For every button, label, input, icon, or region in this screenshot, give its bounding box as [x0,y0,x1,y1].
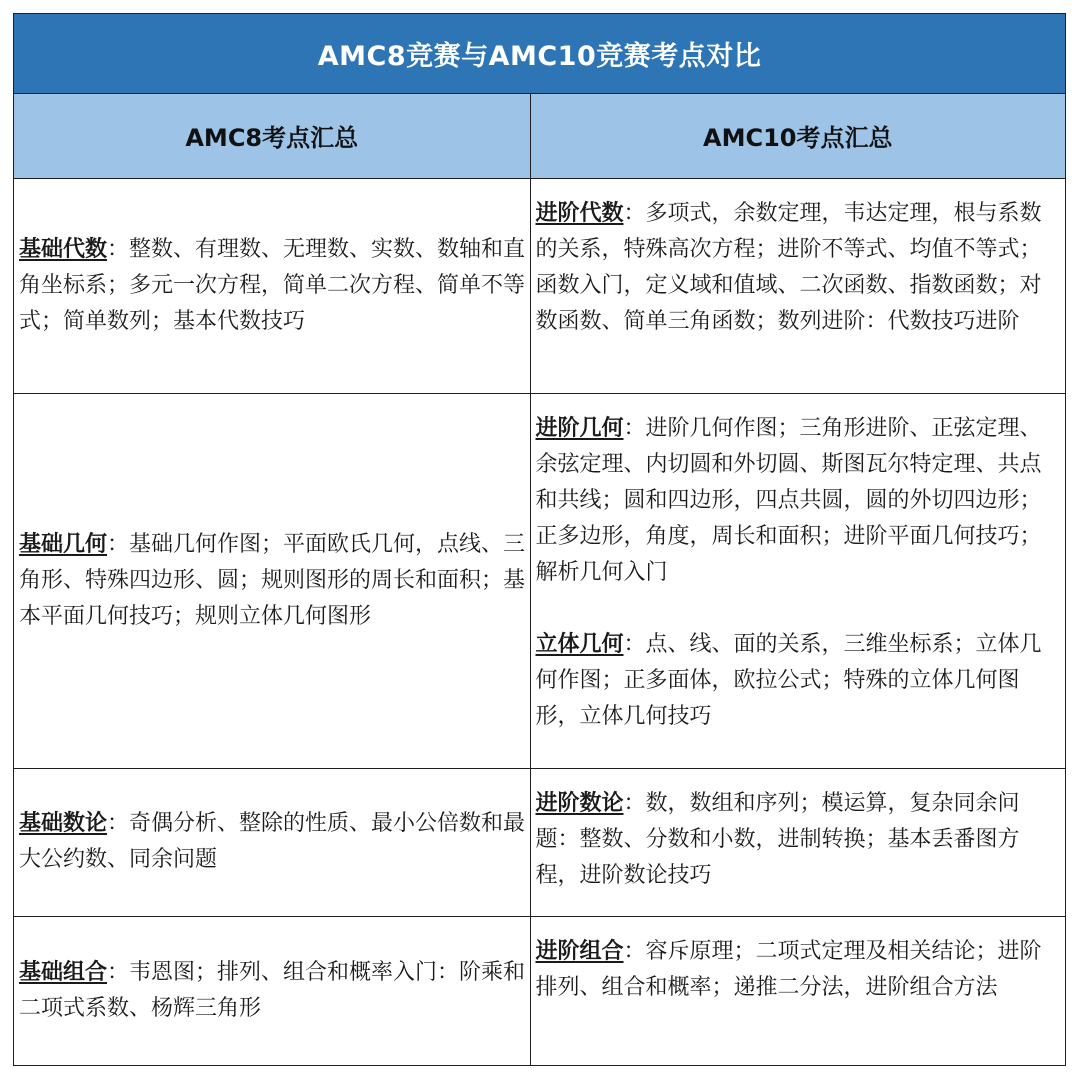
table-row-number-theory [14,768,1065,916]
table-row-algebra [14,178,1065,393]
topic-text: ：点、线、面的关系，三维坐标系；立体几何作图；正多面体，欧拉公式；特殊的立体几何图形，立体几何技巧 [535,631,1042,729]
topic-keyword: 基础数论 [19,811,108,836]
amc8-combinatorics-cell [14,916,530,1065]
comparison-sheet [13,13,1066,1066]
table-row-geometry [14,393,1065,768]
topic-paragraph [536,786,1062,894]
topic-paragraph [536,934,1062,1006]
header-row [14,94,1065,178]
table-row-combinatorics [14,916,1065,1065]
topic-paragraph [536,411,1062,591]
topic-text: ：多项式，余数定理，韦达定理，根与系数的关系，特殊高次方程；进阶不等式、均值不等式；函数入门，定义域和值域、二次函数、指数函数；对数函数、简单三角函数；数列进阶：代数技巧进阶 [535,200,1042,334]
topic-paragraph [536,627,1062,735]
topic-text: ：容斥原理；二项式定理及相关结论；进阶排列、组合和概率；递推二分法，进阶组合方法 [535,938,1042,1000]
topic-keyword: 基础代数 [19,236,108,262]
topic-keyword: 基础几何 [19,531,108,557]
topic-keyword: 进阶数论 [535,790,624,816]
topic-paragraph [19,955,526,1027]
amc10-combinatorics-cell [530,916,1065,1065]
topic-text: ：韦恩图；排列、组合和概率入门：阶乘和二项式系数、杨辉三角形 [19,959,526,1021]
amc10-number-theory-cell [530,768,1065,916]
header-amc10: AMC10考点汇总 [530,94,1065,178]
topic-paragraph [19,806,526,878]
topic-text: ：数，数组和序列；模运算，复杂同余问题：整数、分数和小数，进制转换；基本丢番图方程，进阶数论技巧 [535,790,1020,888]
amc10-algebra-cell [530,178,1065,393]
topic-paragraph [19,527,526,635]
topic-text: ：整数、有理数、无理数、实数、数轴和直角坐标系；多元一次方程，简单二次方程、简单不等式；简单数列；基本代数技巧 [19,236,526,334]
topic-keyword: 立体几何 [535,631,624,657]
page-title: AMC8竞赛与AMC10竞赛考点对比 [14,14,1065,94]
amc8-algebra-cell [14,178,530,393]
amc10-geometry-cell [530,393,1065,768]
header-amc8: AMC8考点汇总 [14,94,530,178]
topic-text: ：基础几何作图；平面欧氏几何，点线、三角形、特殊四边形、圆；规则图形的周长和面积；基本平面几何技巧；规则立体几何图形 [19,531,526,629]
amc8-geometry-cell [14,393,530,768]
comparison-table [14,94,1065,1065]
topic-paragraph [536,196,1062,340]
topic-keyword: 进阶代数 [535,200,624,226]
topic-keyword: 进阶组合 [535,938,624,964]
topic-keyword: 进阶几何 [535,415,624,441]
amc8-number-theory-cell [14,768,530,916]
topic-keyword: 基础组合 [19,959,108,985]
topic-text: ：奇偶分析、整除的性质、最小公倍数和最大公约数、同余问题 [19,811,526,872]
topic-text: ：进阶几何作图；三角形进阶、正弦定理、余弦定理、内切圆和外切圆、斯图瓦尔特定理、共点和共线；圆和四边形，四点共圆，圆的外切四边形；正多边形，角度，周长和面积；进阶平面几何技巧；解析几何入门 [535,415,1042,585]
topic-paragraph [19,232,526,340]
